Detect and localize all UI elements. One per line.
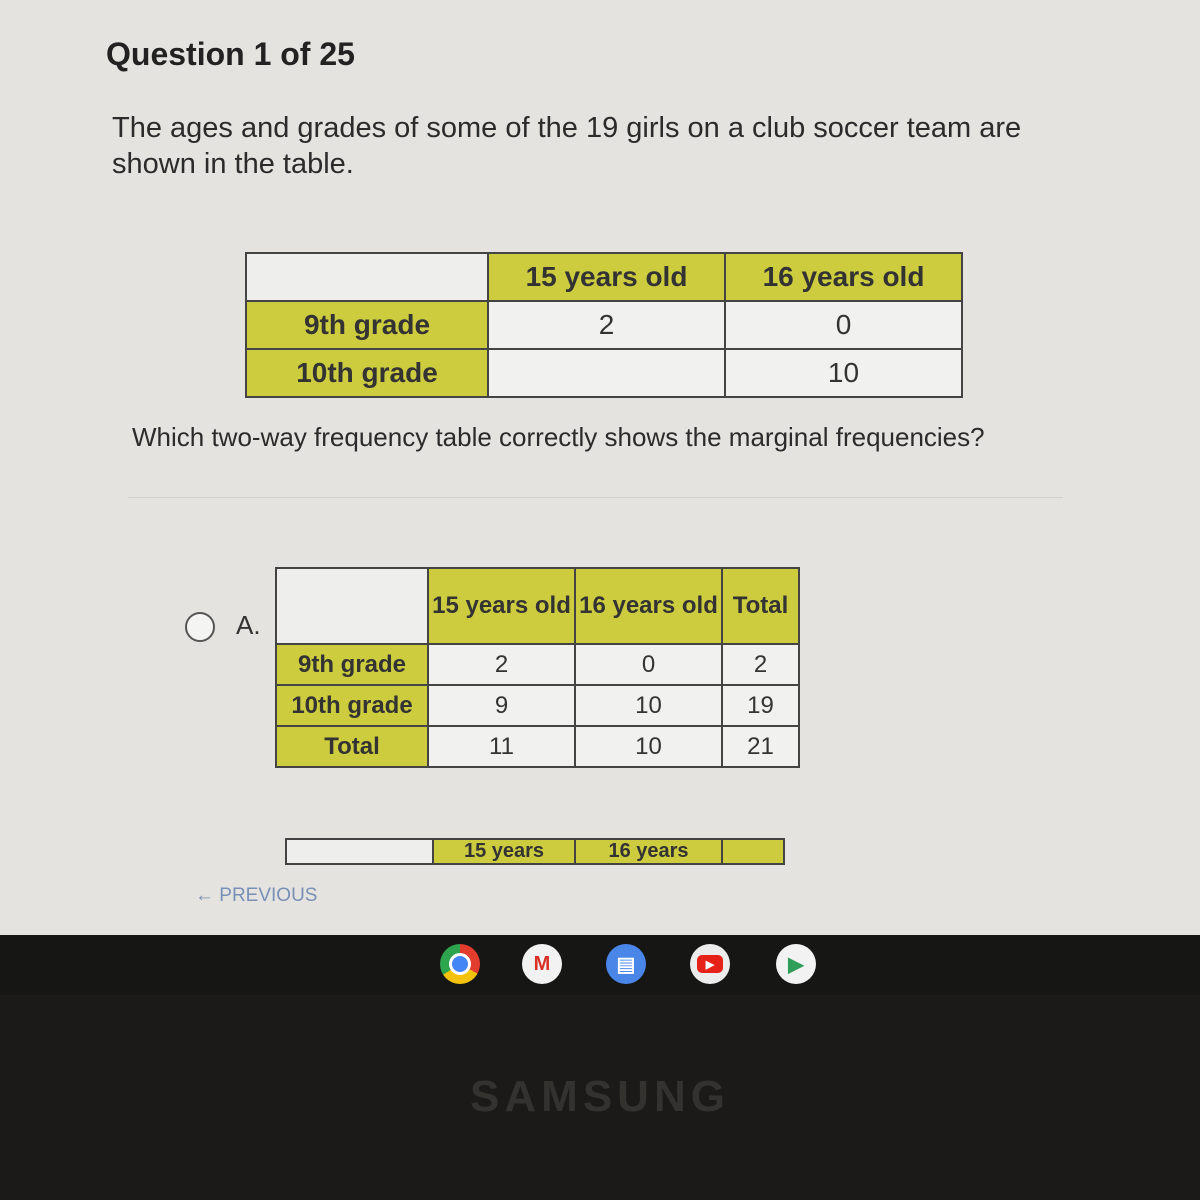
table-cell: 19	[722, 685, 799, 726]
table-cell: 10	[725, 349, 962, 397]
chrome-icon[interactable]	[440, 944, 480, 984]
youtube-icon[interactable]: ▶	[690, 944, 730, 984]
row-header: Total	[276, 726, 428, 767]
device-brand-logo: SAMSUNG	[470, 1072, 730, 1121]
table-cell: 11	[428, 726, 575, 767]
row-header: 9th grade	[246, 301, 488, 349]
col-header: 16 years old	[575, 568, 722, 644]
table-cell: 2	[428, 644, 575, 685]
table-cell: 9	[428, 685, 575, 726]
given-frequency-table	[245, 252, 963, 398]
row-header: 10th grade	[276, 685, 428, 726]
table-cell: 21	[722, 726, 799, 767]
play-store-icon[interactable]: ▶	[776, 944, 816, 984]
col-header: 15 years old	[428, 568, 575, 644]
question-counter: Question 1 of 25	[106, 36, 355, 72]
table-cell: 2	[722, 644, 799, 685]
option-a-radio[interactable]	[185, 612, 215, 642]
table-cell: 0	[575, 644, 722, 685]
os-shelf	[0, 935, 1200, 995]
col-header: 16 years	[575, 839, 722, 864]
divider	[128, 497, 1063, 498]
question-text: Which two-way frequency table correctly shows the marginal frequencies?	[132, 422, 985, 452]
row-header: 10th grade	[246, 349, 488, 397]
option-b-table-partial[interactable]	[285, 838, 785, 865]
table-corner	[276, 568, 428, 644]
col-header: Total	[722, 568, 799, 644]
table-cell: 10	[575, 726, 722, 767]
previous-button[interactable]: ← PREVIOUS	[195, 885, 318, 906]
col-header: 16 years old	[725, 253, 962, 301]
docs-icon[interactable]: ▤	[606, 944, 646, 984]
table-corner	[246, 253, 488, 301]
col-header-empty	[722, 839, 784, 864]
table-cell: 0	[725, 301, 962, 349]
gmail-icon[interactable]: M	[522, 944, 562, 984]
question-prompt: The ages and grades of some of the 19 girls on a club soccer team are shown in the table.	[112, 112, 1022, 180]
option-a-table[interactable]	[275, 567, 800, 768]
table-cell	[488, 349, 725, 397]
table-corner	[286, 839, 433, 864]
col-header: 15 years	[433, 839, 575, 864]
option-a-label[interactable]: A.	[236, 610, 261, 640]
row-header: 9th grade	[276, 644, 428, 685]
table-cell: 10	[575, 685, 722, 726]
col-header: 15 years old	[488, 253, 725, 301]
table-cell: 2	[488, 301, 725, 349]
